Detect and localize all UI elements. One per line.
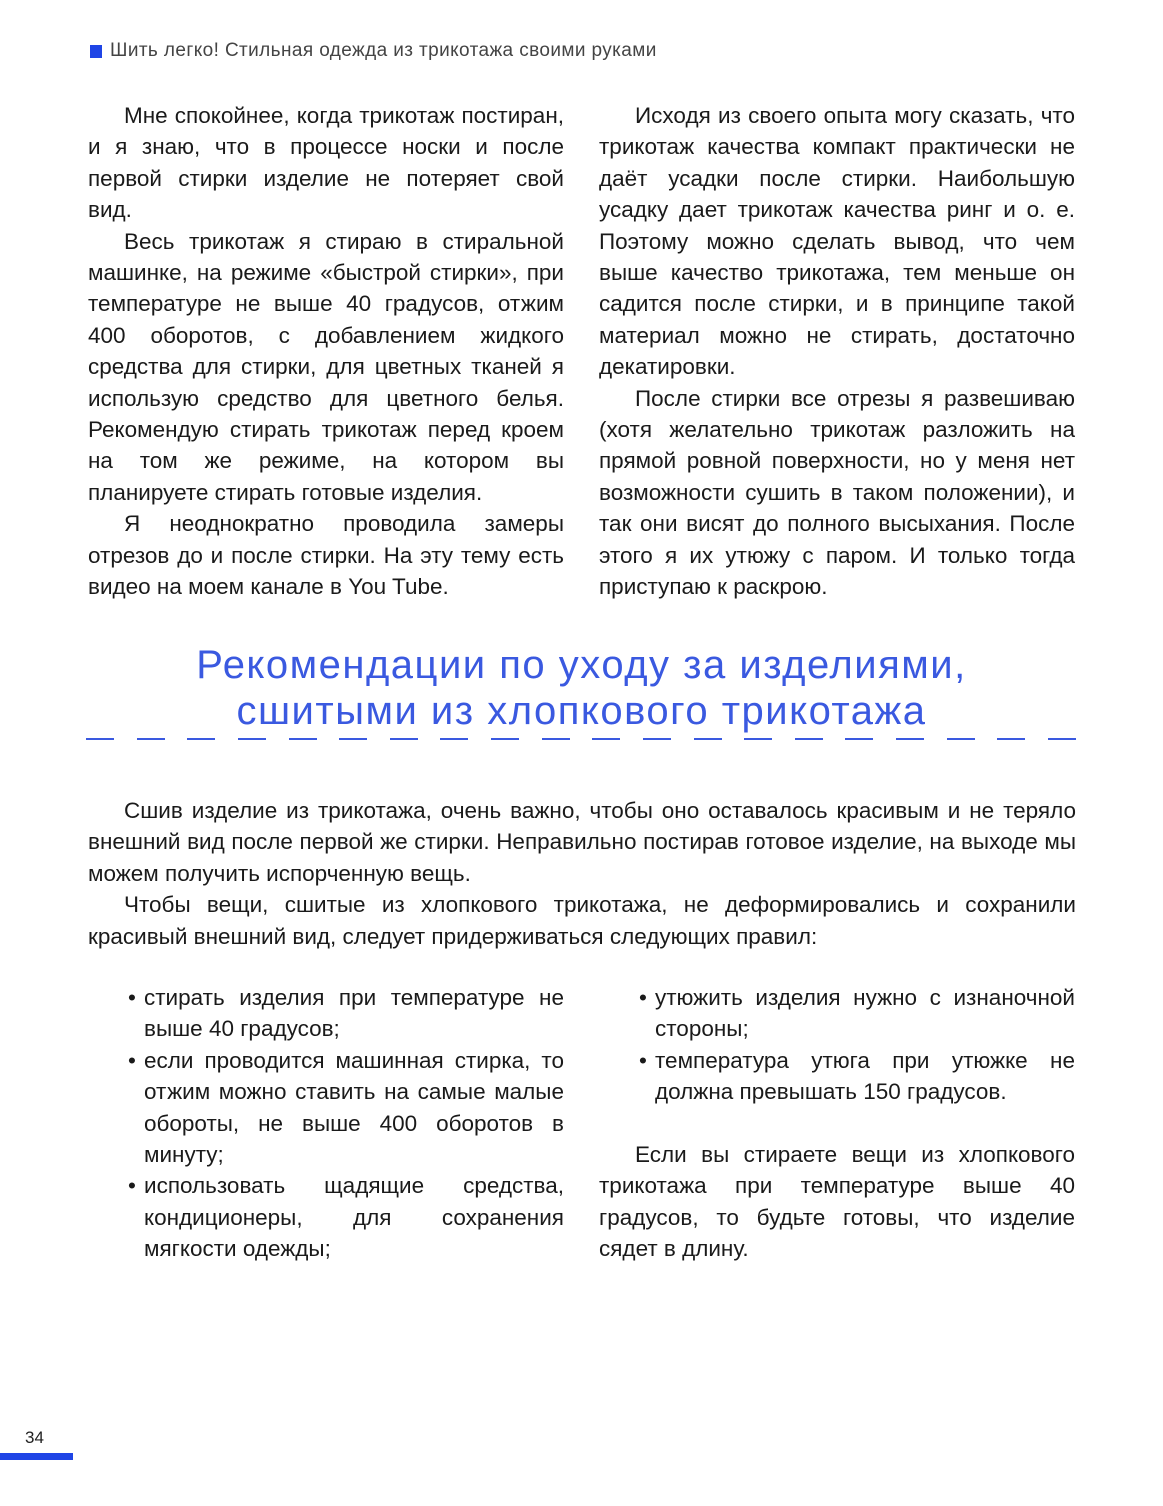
paragraph: Исходя из своего опыта могу сказать, что трикотаж качества компакт практически не даёт усадки после стирки. Наибольшую усадку дает трикотаж качества ринг и о. е. Поэтому можно сделать вывод, что чем выше качество трикотажа, тем меньше он садится после стирки, и в принципе такой материал можно не стирать, достаточно декатировки. [599, 103, 1075, 380]
paragraph: Я неоднократно проводила замеры отрезов до и после стирки. На эту тему есть видео на моем канале в You Tube. [88, 511, 564, 600]
rules-list-left [124, 982, 564, 1265]
section-heading-line-2: сшитыми из хлопкового трикотажа [236, 689, 927, 733]
running-header [90, 38, 657, 64]
dashed-divider [86, 738, 1076, 742]
book-title: Шить легко! Стильная одежда из трикотажа своими руками [110, 40, 657, 61]
section-heading [60, 642, 1103, 734]
section-intro [88, 795, 1076, 952]
section-heading-line-1: Рекомендации по уходу за изделиями, [196, 643, 967, 687]
list-item: • стирать изделия при температуре не выше 40 градусов; [128, 985, 564, 1042]
list-item: • использовать щадящие средства, кондиционеры, для сохранения мягкости одежды; [128, 1173, 564, 1262]
closing-note [599, 1139, 1075, 1265]
left-column [88, 100, 564, 603]
list-item: • температура утюга при утюжке не должна превышать 150 градусов. [639, 1047, 1075, 1105]
paragraph: Весь трикотаж я стираю в стиральной машинке, на режиме «быстрой стирки», при температуре не выше 40 градусов, отжим 400 оборотов, с добавлением жидкого средства для стирки, для цветных тканей я использую средство для цветного белья. Рекомендую стирать трикотаж перед кроем на том же режиме, на котором вы планируете стирать готовые изделия. [88, 228, 564, 505]
list-item: • утюжить изделия нужно с изнаночной стороны; [639, 985, 1075, 1042]
right-column [599, 100, 1075, 603]
list-item: • если проводится машинная стирка, то отжим можно ставить на самые малые обороты, не выше 400 оборотов в минуту; [128, 1047, 564, 1168]
paragraph: После стирки все отрезы я развешиваю (хотя желательно трикотаж разложить на прямой ровной поверхности, но у меня нет возможности сушить в таком положении), и так они висят до полного высыхания. После этого я их утюжу с паром. И только тогда приступаю к раскрою. [599, 385, 1075, 600]
rules-list-right [635, 982, 1075, 1108]
page-number: 34 [25, 1428, 44, 1447]
paragraph: Чтобы вещи, сшитые из хлопкового трикотажа, не деформировались и сохранили красивый внешний вид, следует придерживаться следующих правил: [88, 892, 1076, 949]
paragraph: Мне спокойнее, когда трикотаж постиран, и я знаю, что в процессе носки и после первой стирки изделие не потеряет свой вид. [88, 103, 564, 223]
page-number-bar [0, 1453, 73, 1460]
paragraph: Сшив изделие из трикотажа, очень важно, чтобы оно оставалось красивым и не теряло внешний вид после первой же стирки. Неправильно постирав готовое изделие, на выходе мы можем получить испорченную вещь. [88, 798, 1076, 886]
paragraph: Если вы стираете вещи из хлопкового трикотажа при температуре выше 40 градусов, то будьте готовы, что изделие сядет в длину. [599, 1142, 1075, 1262]
header-square-icon [90, 45, 102, 58]
